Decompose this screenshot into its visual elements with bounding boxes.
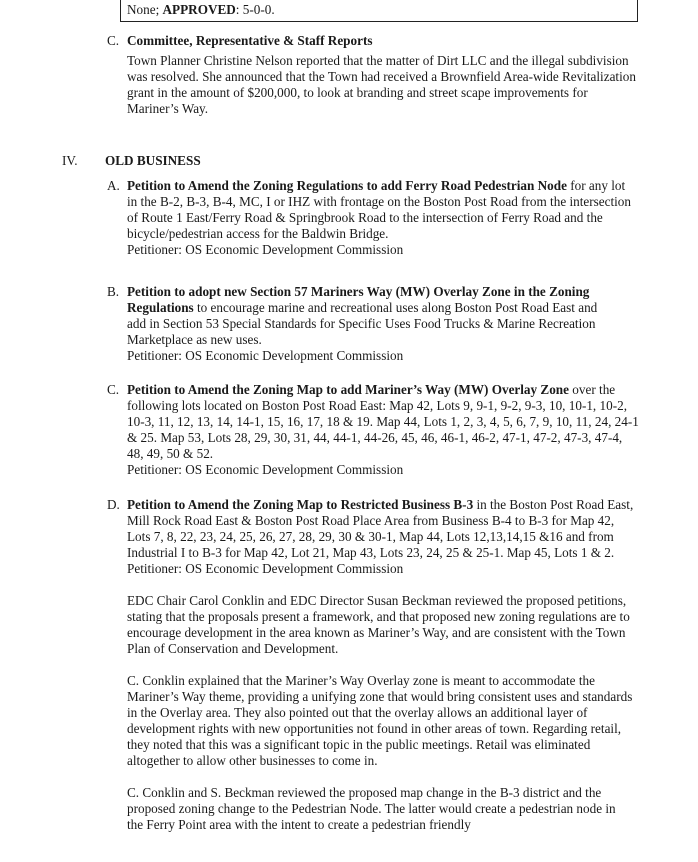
item-a-content xyxy=(127,178,637,258)
item-d xyxy=(107,497,642,833)
section-iv-title: OLD BUSINESS xyxy=(105,153,201,168)
approval-vote: : 5-0-0. xyxy=(235,2,275,17)
item-d-title: Petition to Amend the Zoning Map to Restricted Business B-3 xyxy=(127,497,474,512)
item-c-title: Petition to Amend the Zoning Map to add Mariner’s Way (MW) Overlay Zone xyxy=(127,382,569,397)
section-c-letter: C. xyxy=(107,33,120,48)
approval-prefix: None; xyxy=(127,2,163,17)
item-d-letter: D. xyxy=(107,497,120,512)
item-a-letter: A. xyxy=(107,178,120,193)
item-a-text: for any lot in the B-2, B-3, B-4, MC, I or IHZ with frontage on the Boston Post Road from the intersection of Route 1 East/Ferry Road & Springbrook Road to the intersection of Ferry Road and the bicycle/pedestrian access for the Baldwin Bridge. xyxy=(127,178,631,241)
section-c-reports xyxy=(107,33,652,117)
item-d-text: in the Boston Post Road East, Mill Rock Road East & Boston Post Road Place Area from Business B-4 to B-3 for Map 42, Lots 7, 8, 22, 23, 24, 25, 26, 27, 28, 29, 30 & 30-1, Map 44, Lots 12,13,14,15 &16 and from Industrial I to B-3 for Map 42, Lot 21, Map 43, Lots 23, 24, 25 & 25-1. Map 45, Lots 1 & 2. xyxy=(127,497,634,560)
item-b-petitioner: Petitioner: OS Economic Development Commission xyxy=(127,348,404,363)
item-b xyxy=(107,284,642,364)
section-c-title: Committee, Representative & Staff Reports xyxy=(127,33,373,48)
item-b-title: Petition to adopt new Section 57 Mariners Way (MW) Overlay Zone in the Zoning Regulations xyxy=(127,284,590,315)
item-a xyxy=(107,178,642,258)
item-d-petitioner: Petitioner: OS Economic Development Commission xyxy=(127,561,404,576)
item-c xyxy=(107,382,642,478)
item-d-content xyxy=(127,497,639,833)
item-c-letter: C. xyxy=(107,382,120,397)
section-c-body: Town Planner Christine Nelson reported that the matter of Dirt LLC and the illegal subdivision was resolved. She announced that the Town had received a Brownfield Area-wide Revitalization grant in the amount of $200,000, to look at branding and street scape improvements for Mariner’s Way. xyxy=(127,53,636,116)
item-a-petitioner: Petitioner: OS Economic Development Commission xyxy=(127,242,404,257)
item-c-petitioner: Petitioner: OS Economic Development Commission xyxy=(127,462,404,477)
approved-label: APPROVED xyxy=(162,2,236,17)
item-b-text: to encourage marine and recreational uses along Boston Post Road East and add in Section 53 Special Standards for Specific Uses Food Trucks & Marine Recreation Marketplace as new uses. xyxy=(127,300,598,347)
item-c-text: over the following lots located on Boston Post Road East: Map 42, Lots 9, 9-1, 9-2, 9-3, 10, 10-1, 10-2, 10-3, 11, 12, 13, 14, 14-1, 15, 16, 17, 18 & 19. Map 44, Lots 1, 2, 3, 4, 5, 6, 7, 9, 10, 11, 24, 24-1 & 25. Map 53, Lots 28, 29, 30, 31, 44, 44-1, 44-26, 45, 46, 46-1, 46-2, 47-1, 47-2, 47-3, 47-4, 48, 49, 50 & 52. xyxy=(127,382,639,461)
section-iv-numeral: IV. xyxy=(62,153,78,168)
discussion-paragraph-2: C. Conklin explained that the Mariner’s Way Overlay zone is meant to accommodate the Mariner’s Way theme, providing a unifying zone that would bring consistent uses and standards in the Overlay area. They also pointed out that the overlay allows an additional layer of development rights with new opportunities not found in other areas of town. Regarding retail, they noted that this was a significant topic in the public meetings. Retail was eliminated altogether to allow other businesses to come in. xyxy=(127,673,633,768)
discussion-paragraph-3: C. Conklin and S. Beckman reviewed the proposed map change in the B-3 district and the proposed zoning change to the Pedestrian Node. The latter would create a pedestrian node in the Ferry Point area with the intent to create a pedestrian friendly xyxy=(127,785,616,832)
approval-box xyxy=(120,0,638,22)
item-b-letter: B. xyxy=(107,284,120,299)
item-b-content xyxy=(127,284,617,364)
item-c-content xyxy=(127,382,639,478)
item-a-title: Petition to Amend the Zoning Regulations to add Ferry Road Pedestrian Node xyxy=(127,178,567,193)
discussion-paragraph-1: EDC Chair Carol Conklin and EDC Director Susan Beckman reviewed the proposed petitions, stating that the proposals present a framework, and that proposed new zoning regulations are to encourage development in the area known as Mariner’s Way, and are consistent with the Town Plan of Conservation and Development. xyxy=(127,593,630,656)
